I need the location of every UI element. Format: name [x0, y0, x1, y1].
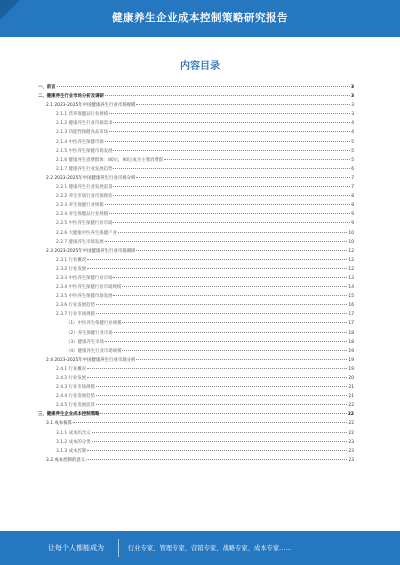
toc-entry[interactable]	[38, 83, 354, 92]
toc-dot-leader	[96, 304, 347, 305]
toc-dot-leader	[113, 295, 347, 296]
toc-entry-page: 23	[348, 457, 354, 463]
toc-entry-page: 8	[351, 194, 354, 200]
toc-entry[interactable]	[38, 347, 354, 356]
toc-dot-leader	[105, 241, 348, 242]
toc-entry-page: 12	[348, 248, 354, 254]
toc-entry[interactable]	[38, 201, 354, 210]
toc-entry-page: 12	[348, 257, 354, 263]
toc-entry-page: 18	[348, 330, 354, 336]
toc-dot-leader	[113, 222, 350, 223]
toc-entry-label: 2.4.4 行业发展趋势	[56, 394, 95, 400]
toc-entry[interactable]	[38, 183, 354, 192]
toc-entry-page: 19	[348, 357, 354, 363]
toc-dot-leader	[96, 395, 347, 396]
toc-entry-label: 3.1.1 成本的含义	[56, 430, 91, 436]
toc-entry-page: 17	[348, 321, 354, 327]
toc-dot-leader	[105, 95, 350, 96]
toc-entry-label: 3.1.2 成本的分类	[56, 439, 91, 445]
toc-entry[interactable]	[38, 229, 354, 238]
toc-entry-page: 21	[348, 385, 354, 391]
toc-entry[interactable]	[38, 174, 354, 183]
toc-entry[interactable]	[38, 356, 354, 365]
document-title: 健康养生企业成本控制策略研究报告	[112, 12, 288, 24]
toc-entry-label: 3.1.3 成本控制	[56, 448, 87, 454]
toc-entry-label: 2.4.5 行业发展前景	[56, 403, 95, 409]
toc-entry-page: 5	[351, 148, 354, 154]
toc-dot-leader	[100, 413, 346, 414]
toc-entry-page: 10	[348, 230, 354, 236]
toc-entry-label: （3）健康养生市场	[66, 339, 104, 345]
toc-dot-leader	[96, 404, 347, 405]
toc-entry-page: 5	[351, 157, 354, 163]
footer-tagline: 行业专家、管理专家、营销专家、战略专家、成本专家……	[128, 545, 292, 552]
toc-entry-page: 12	[348, 266, 354, 272]
toc-entry[interactable]	[38, 210, 354, 219]
toc-entry[interactable]	[38, 283, 354, 292]
toc-entry-label: 2.2.7 健康养生市场发展	[56, 239, 104, 245]
toc-dot-leader	[92, 441, 348, 442]
toc-entry-label: （2）养生保健行业市场	[66, 330, 113, 336]
toc-entry[interactable]	[38, 319, 354, 328]
toc-entry-page: 21	[348, 394, 354, 400]
toc-entry[interactable]	[38, 410, 354, 419]
header-bar	[0, 0, 400, 37]
toc-entry-label: 2.3.1 行业概况	[56, 257, 87, 263]
toc-dot-leader	[122, 286, 347, 287]
toc-entry-label: 2.4.1 行业概况	[56, 366, 87, 372]
toc-entry-page: 3	[350, 94, 354, 100]
toc-entry[interactable]	[38, 165, 354, 174]
table-of-contents	[38, 83, 354, 465]
toc-entry-page: 16	[348, 303, 354, 309]
toc-dot-leader	[113, 277, 347, 278]
toc-entry-label: （1）中医养生保健行业规模	[66, 321, 122, 327]
toc-entry[interactable]	[38, 247, 354, 256]
toc-dot-leader	[113, 168, 350, 169]
toc-dot-leader	[105, 204, 351, 205]
toc-entry-label: 2.1.3 功能性保健食品市场	[56, 130, 109, 136]
toc-dot-leader	[122, 350, 347, 351]
toc-dot-leader	[114, 332, 348, 333]
toc-entry-page: 13	[348, 275, 354, 281]
toc-entry[interactable]	[38, 274, 354, 283]
toc-entry[interactable]	[38, 147, 354, 156]
toc-dot-leader	[136, 177, 350, 178]
toc-dot-leader	[164, 159, 350, 160]
toc-entry-label: 2.3.5 中医养生保健市场发展	[56, 294, 113, 300]
toc-entry-label: 2.3.4 中医养生保健行业市场规模	[56, 285, 122, 291]
toc-dot-leader	[109, 113, 350, 114]
toc-dot-leader	[87, 450, 347, 451]
toc-entry-label: 2.3 2023-2025年中国健康养生行业市场调研	[46, 248, 136, 254]
toc-entry-label: 2.3.3 中医养生保健行业市场	[56, 275, 113, 281]
toc-entry[interactable]	[38, 438, 354, 447]
toc-entry-page: 10	[348, 239, 354, 245]
toc-entry[interactable]	[38, 256, 354, 265]
toc-entry-label: 2.2.4 养生保健品行业规模	[56, 212, 109, 218]
toc-entry-page: 4	[351, 121, 354, 127]
toc-dot-leader	[96, 313, 347, 314]
toc-entry-label: 2.1.5 中医养生保健市场发展	[56, 148, 113, 154]
toc-entry[interactable]	[38, 338, 354, 347]
toc-entry-page: 22	[347, 412, 354, 418]
toc-entry[interactable]	[38, 138, 354, 147]
toc-entry-label: 2.4.3 行业市场规模	[56, 385, 95, 391]
toc-entry-label: 2.3.7 行业市场规模	[56, 312, 95, 318]
toc-entry-label: 2.3.2 行业发展	[56, 266, 87, 272]
toc-entry-page: 5	[351, 139, 354, 145]
toc-entry-page: 9	[351, 221, 354, 227]
toc-entry-label: 2.1.7 健康养生行业发展趋势	[56, 166, 113, 172]
toc-entry[interactable]	[38, 447, 354, 456]
toc-entry[interactable]	[38, 401, 354, 410]
toc-entry-page: 22	[348, 421, 354, 427]
toc-entry-page: 19	[348, 348, 354, 354]
toc-entry[interactable]	[38, 329, 354, 338]
toc-entry-page: 3	[350, 85, 354, 90]
toc-entry[interactable]	[38, 119, 354, 128]
toc-dot-leader	[113, 122, 350, 123]
toc-dot-leader	[136, 359, 347, 360]
toc-entry-label: 2.1 2023-2025年中国健康养生行业市场规模	[46, 103, 136, 109]
toc-entry[interactable]	[38, 192, 354, 201]
toc-entry-label: 二、健康养生行业市场分析及调研	[38, 94, 104, 100]
toc-dot-leader	[118, 232, 348, 233]
toc-entry-page: 9	[351, 212, 354, 218]
toc-entry-page: 19	[348, 366, 354, 372]
toc-dot-leader	[87, 368, 347, 369]
toc-heading: 内容目录	[180, 61, 220, 72]
toc-entry-page: 6	[351, 166, 354, 172]
toc-entry-label: 2.1.4 中医养生保健市场	[56, 139, 104, 145]
toc-entry-page: 3	[351, 103, 354, 109]
toc-entry-label: 3.1 成本核算	[46, 421, 72, 427]
toc-entry[interactable]	[38, 292, 354, 301]
toc-entry-label: 2.2 2023-2025年中国健康养生行业市场分析	[46, 175, 136, 181]
toc-entry[interactable]	[38, 429, 354, 438]
footer-slogan: 让每个人都能成为	[48, 544, 104, 552]
toc-entry-label: 2.2.3 养生保健行业规模	[56, 203, 104, 209]
toc-dot-leader	[57, 86, 350, 87]
toc-entry-label: 2.2.6 大健康中医养生保健产业	[56, 230, 117, 236]
toc-entry[interactable]	[38, 419, 354, 428]
toc-entry[interactable]	[38, 301, 354, 310]
toc-entry[interactable]	[38, 128, 354, 137]
toc-dot-leader	[136, 104, 350, 105]
toc-entry[interactable]	[38, 456, 354, 465]
toc-dot-leader	[87, 259, 347, 260]
toc-dot-leader	[87, 268, 347, 269]
toc-entry-page: 20	[348, 376, 354, 381]
toc-dot-leader	[113, 150, 350, 151]
toc-entry[interactable]	[38, 392, 354, 401]
toc-entry[interactable]	[38, 265, 354, 274]
toc-entry[interactable]	[38, 101, 354, 110]
toc-dot-leader	[73, 422, 347, 423]
toc-entry-label: 三、健康养生企业成本控制策略	[38, 412, 100, 418]
toc-entry-label: 2.3.6 行业发展趋势	[56, 303, 95, 309]
toc-entry-page: 8	[351, 203, 354, 209]
toc-entry[interactable]	[38, 156, 354, 165]
toc-dot-leader	[122, 322, 347, 323]
toc-entry-label: 2.1.1 营养保健品行业规模	[56, 112, 109, 118]
toc-entry-label: 2.2.2 养生市场行业市场现状	[56, 194, 113, 200]
toc-dot-leader	[105, 141, 351, 142]
toc-entry-page: 14	[348, 285, 354, 291]
footer-divider	[118, 539, 119, 557]
toc-dot-leader	[113, 186, 350, 187]
toc-dot-leader	[109, 213, 350, 214]
toc-entry-page: 7	[351, 175, 354, 181]
toc-entry[interactable]	[38, 219, 354, 228]
toc-entry-page: 7	[351, 185, 354, 191]
toc-dot-leader	[86, 459, 347, 460]
toc-entry-label: 2.4 2023-2025年中国健康养生行业市场分析	[46, 357, 136, 363]
toc-entry[interactable]	[38, 92, 354, 101]
toc-entry-page: 18	[348, 339, 354, 345]
toc-entry-label: 2.1.6 健康养生消费群体：80后、90后成为主要消费群	[56, 157, 164, 163]
toc-dot-leader	[87, 377, 347, 378]
toc-entry-label: 一、前言	[38, 85, 56, 90]
toc-dot-leader	[113, 195, 350, 196]
toc-entry[interactable]	[38, 310, 354, 319]
toc-entry-page: 22	[348, 430, 354, 436]
toc-entry[interactable]	[38, 365, 354, 374]
toc-entry-page: 3	[351, 112, 354, 118]
toc-entry-label: 2.2.5 中医养生保健行业市场	[56, 221, 113, 227]
toc-dot-leader	[136, 250, 347, 251]
toc-entry[interactable]	[38, 374, 354, 383]
footer-bar	[0, 531, 400, 565]
toc-entry-page: 4	[351, 130, 354, 136]
toc-entry[interactable]	[38, 238, 354, 247]
toc-entry-label: 2.4.2 行业发展	[56, 376, 87, 381]
toc-entry-label: 2.2.1 健康养生行业发展前景	[56, 185, 113, 191]
toc-entry-label: （4）健康养生行业市场规模	[66, 348, 122, 354]
toc-entry-label: 2.1.2 健康养生行业市场需求	[56, 121, 113, 127]
toc-dot-leader	[105, 341, 347, 342]
toc-entry[interactable]	[38, 383, 354, 392]
toc-dot-leader	[109, 131, 350, 132]
toc-entry-page: 22	[348, 403, 354, 409]
toc-dot-leader	[92, 432, 348, 433]
toc-entry-page: 23	[348, 448, 354, 454]
toc-entry-page: 17	[348, 312, 354, 318]
toc-entry-page: 23	[348, 439, 354, 445]
toc-entry-label: 3.2 成本控制的意义	[46, 457, 86, 463]
toc-dot-leader	[96, 386, 347, 387]
toc-entry[interactable]	[38, 110, 354, 119]
toc-entry-page: 15	[348, 294, 354, 300]
